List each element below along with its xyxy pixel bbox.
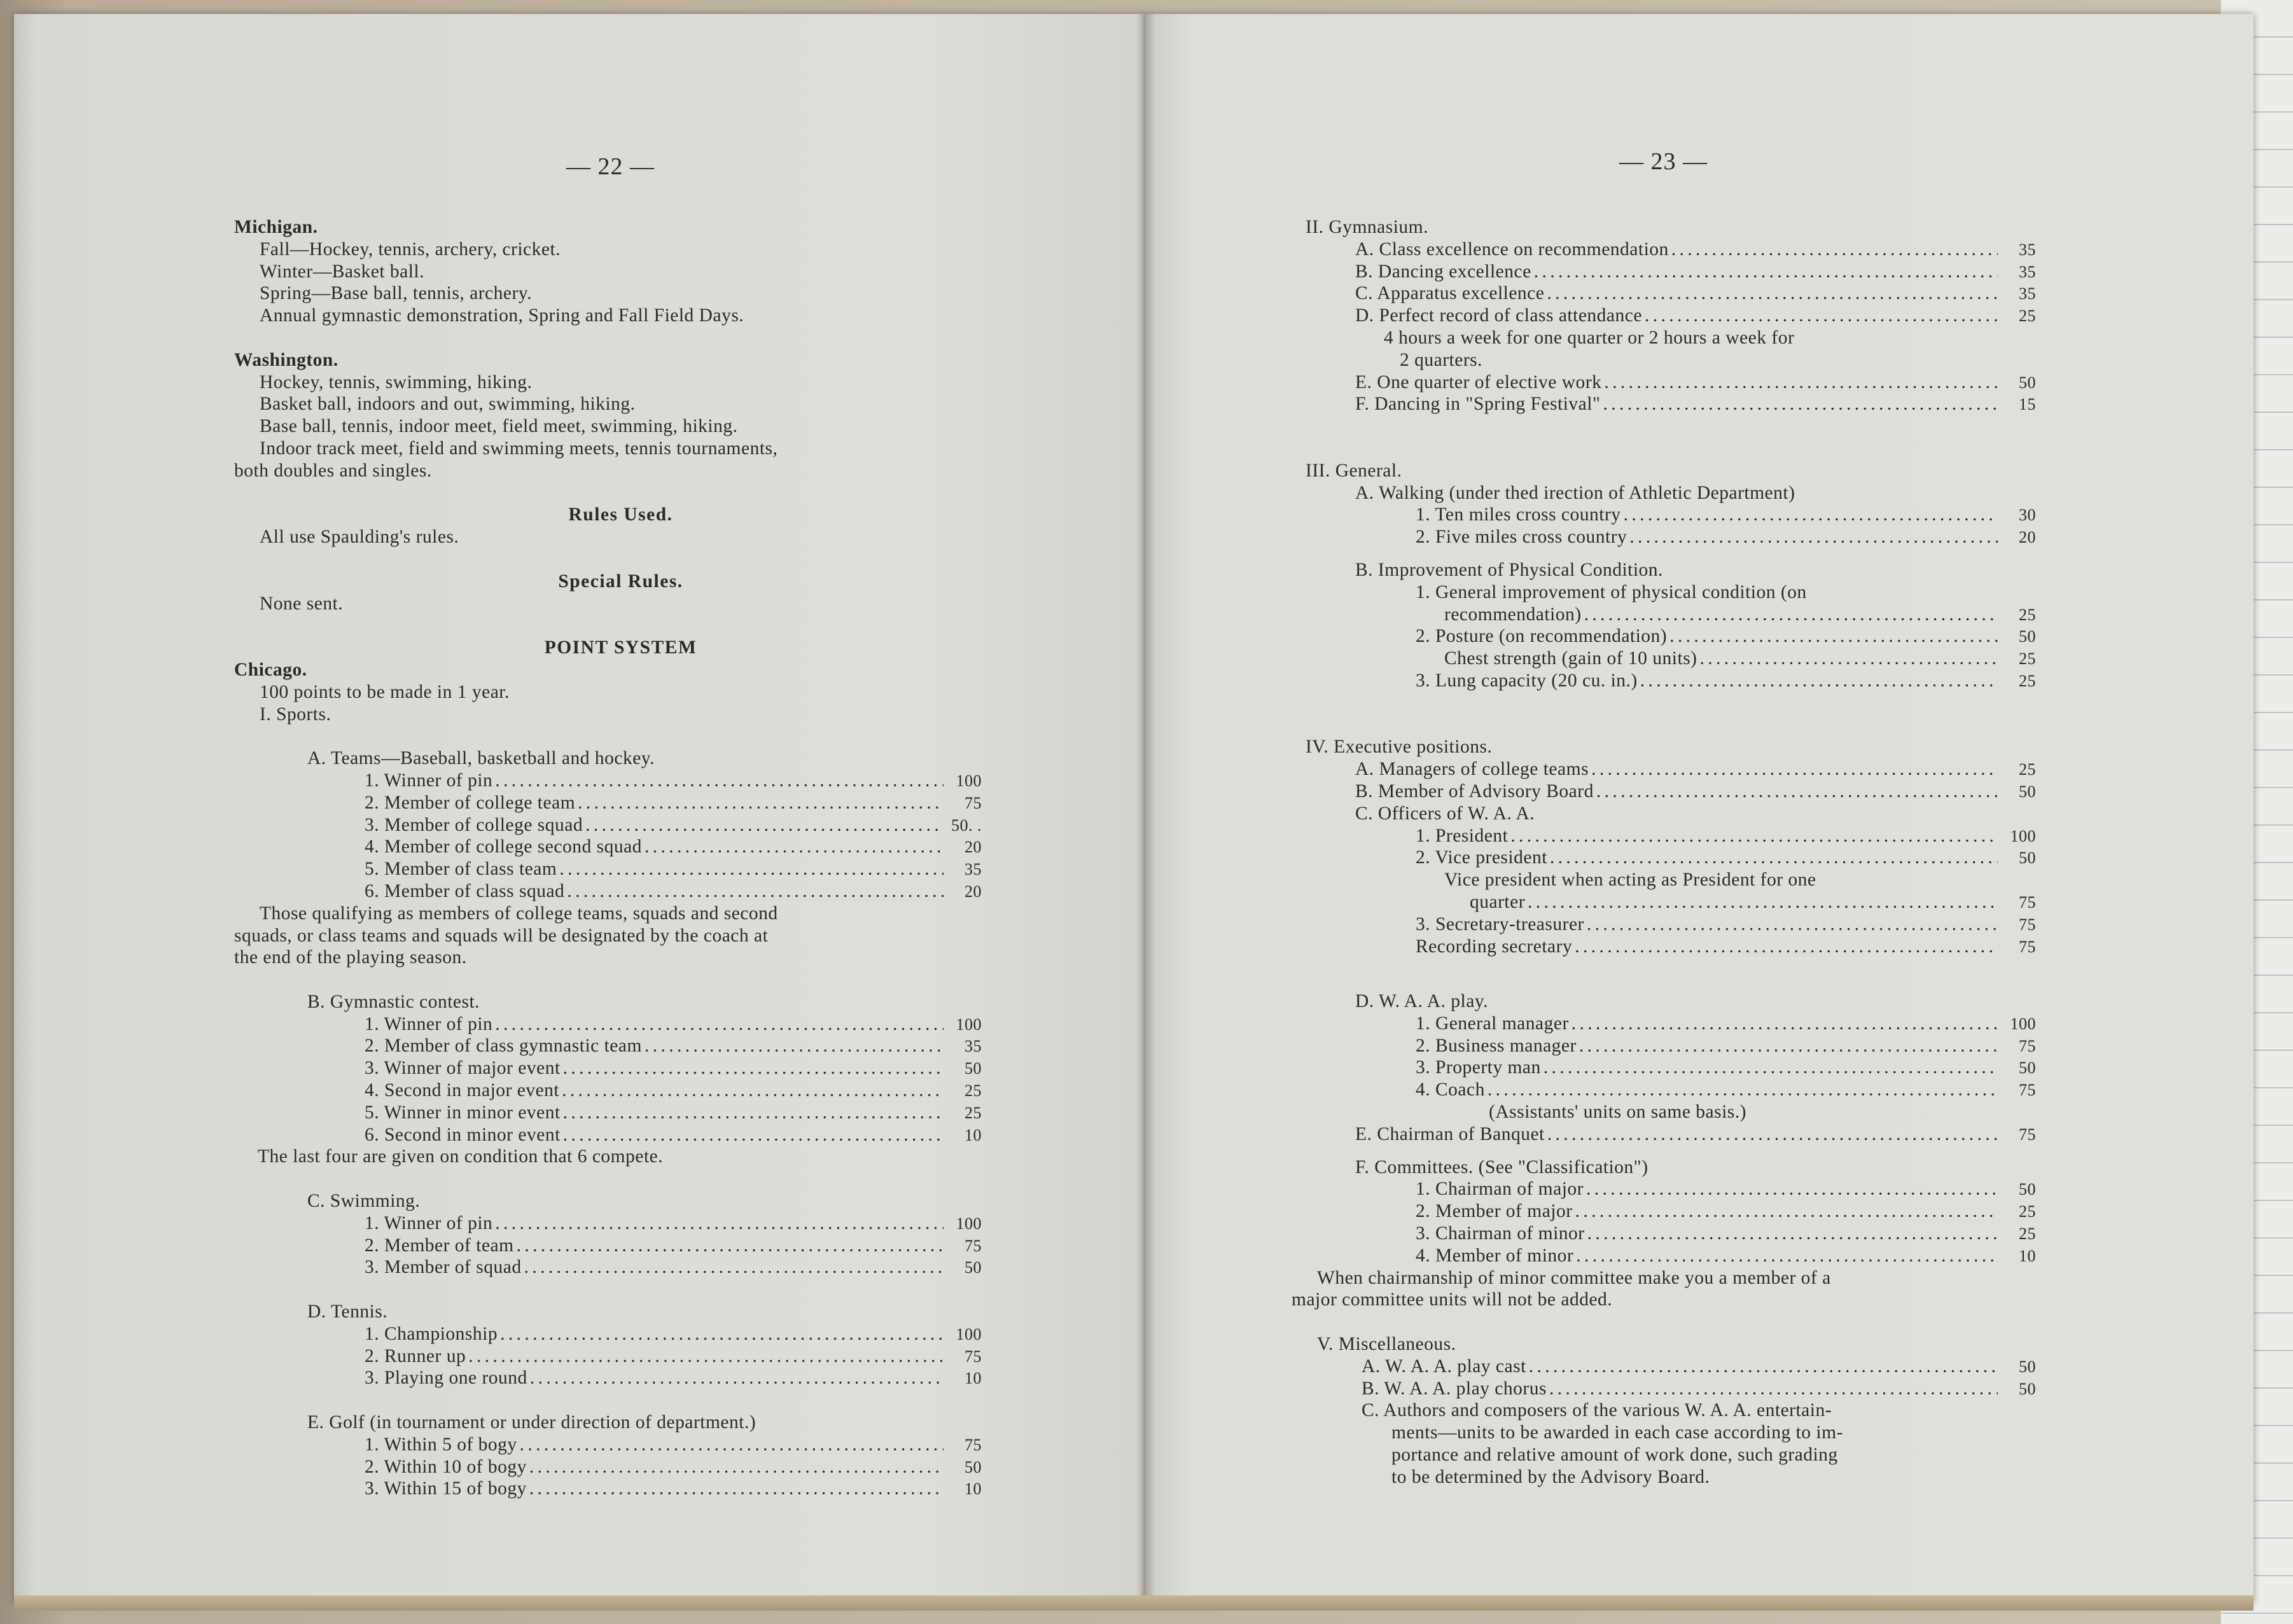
point-entry: 1. President . . . 100: [1416, 825, 2036, 847]
swimming-list: [234, 1212, 1007, 1279]
physical-heading: B. Improvement of Physical Condition.: [1355, 559, 1663, 580]
gymnastic-heading: B. Gymnastic contest.: [307, 991, 480, 1012]
executive-heading: IV. Executive positions.: [1306, 737, 1493, 758]
chicago-heading: Chicago.: [234, 659, 307, 680]
teams-note: squads, or class teams and squads will be designated by the coach at: [234, 925, 769, 946]
point-entry: 3. Playing one round . . . 10: [365, 1367, 982, 1389]
michigan-line: Spring—Base ball, tennis, archery.: [260, 283, 532, 304]
point-entry: A. Managers of college teams . . . 25: [1355, 758, 2036, 781]
committees-list: [1355, 1178, 2036, 1267]
committee-note: major committee units will not be added.: [1292, 1289, 1613, 1310]
authors-line: portance and relative amount of work done, such grading: [1391, 1445, 1838, 1466]
washington-line: Base ball, tennis, indoor meet, field meet, swimming, hiking.: [260, 416, 738, 437]
right-page-number: — 23 —: [1619, 148, 1708, 175]
washington-line: Hockey, tennis, swimming, hiking.: [260, 371, 533, 392]
point-entry: 4. Member of minor . . . 10: [1416, 1245, 2036, 1267]
point-entry: 3. Lung capacity (20 cu. in.) . . . 25: [1416, 670, 2036, 692]
point-entry: 1. General manager . . . 100: [1416, 1013, 2036, 1035]
point-entry: Chest strength (gain of 10 units) . . . 25: [1416, 648, 2036, 670]
michigan-line: Fall—Hockey, tennis, archery, cricket.: [260, 239, 561, 260]
point-entry: A. Class excellence on recommendation . . . 35: [1355, 239, 2036, 261]
physical-line: 1. General improvement of physical condition (on: [1416, 581, 1807, 602]
rules-used-heading: Rules Used.: [568, 504, 673, 525]
point-entry: 1. Within 5 of bogy . . . 75: [365, 1434, 982, 1456]
play-heading: D. W. A. A. play.: [1355, 991, 1489, 1012]
point-entry: 2. Five miles cross country . . . 20: [1416, 526, 2036, 548]
point-entry: A. W. A. A. play cast . . . 50: [1362, 1356, 2036, 1378]
point-entry: 3. Within 15 of bogy . . . 10: [365, 1478, 982, 1500]
play-list: [1355, 1013, 2036, 1123]
physical-list: [1355, 581, 2036, 692]
michigan-line: Winter—Basket ball.: [260, 261, 424, 282]
point-entry: 3. Secretary-treasurer . . . 75: [1416, 913, 2036, 936]
gymnasium-list: [1292, 239, 2061, 415]
gymnastic-list: [234, 1013, 1007, 1146]
rules-used-text: All use Spaulding's rules.: [260, 527, 459, 548]
point-entry: 5. Member of class team . . . 35: [365, 858, 982, 880]
point-entry: quarter . . . 75: [1416, 891, 2036, 913]
left-page-number: — 22 —: [566, 153, 655, 180]
michigan-heading: Michigan.: [234, 217, 318, 237]
swimming-heading: C. Swimming.: [307, 1191, 421, 1212]
tennis-heading: D. Tennis.: [307, 1301, 388, 1322]
authors-line: to be determined by the Advisory Board.: [1391, 1466, 1710, 1487]
point-entry: 1. Winner of pin . . . 100: [365, 1013, 982, 1036]
teams-note: the end of the playing season.: [234, 947, 467, 968]
point-entry: 2. Posture (on recommendation) . . . 50: [1416, 625, 2036, 648]
point-entry: 2. Within 10 of bogy . . . 50: [365, 1456, 982, 1478]
point-entry: 6. Member of class squad . . . 20: [365, 880, 982, 903]
point-entry: B. Dancing excellence . . . 35: [1355, 261, 2036, 283]
attendance-note: 2 quarters.: [1400, 349, 1483, 370]
point-entry: 1. Winner of pin . . . 100: [365, 1212, 982, 1235]
vp-note: Vice president when acting as President for one: [1444, 870, 1816, 891]
point-entry: B. Member of Advisory Board . . . 50: [1355, 781, 2036, 803]
point-entry: 3. Property man . . . 50: [1416, 1057, 2036, 1079]
misc-list: [1292, 1356, 2061, 1489]
point-entry: 2. Member of major . . . 25: [1416, 1200, 2036, 1223]
golf-list: [234, 1434, 1007, 1500]
point-entry: 3. Chairman of minor . . . 25: [1416, 1223, 2036, 1245]
point-entry: recommendation) . . . 25: [1416, 604, 2036, 626]
point-entry: 6. Second in minor event . . . 10: [365, 1124, 982, 1146]
point-entry: 3. Member of squad . . . 50: [365, 1256, 982, 1279]
special-rules-text: None sent.: [260, 593, 344, 614]
point-entry: 2. Member of college team . . . 75: [365, 792, 982, 814]
washington-line: Basket ball, indoors and out, swimming, hiking.: [260, 394, 636, 415]
officers-heading: C. Officers of W. A. A.: [1355, 803, 1535, 824]
michigan-line: Annual gymnastic demonstration, Spring and Fall Field Days.: [260, 305, 744, 326]
point-system-heading: POINT SYSTEM: [544, 637, 697, 658]
teams-list: [234, 770, 1007, 903]
sports-heading: I. Sports.: [260, 704, 331, 725]
point-entry: Recording secretary . . . 75: [1416, 936, 2036, 958]
point-entry: 2. Business manager . . . 75: [1416, 1035, 2036, 1057]
authors-line: ments—units to be awarded in each case according to im-: [1391, 1422, 1843, 1443]
book-gutter: [1136, 14, 1155, 1603]
washington-heading: Washington.: [234, 349, 338, 370]
assistants-note: (Assistants' units on same basis.): [1489, 1102, 1746, 1123]
teams-heading: A. Teams—Baseball, basketball and hockey.: [307, 748, 655, 769]
point-entry: E. Chairman of Banquet . . . 75: [1355, 1123, 2036, 1146]
attendance-note: 4 hours a week for one quarter or 2 hours a week for: [1384, 327, 1795, 348]
misc-heading: V. Miscellaneous.: [1317, 1334, 1456, 1355]
point-entry: 2. Member of team . . . 75: [365, 1235, 982, 1257]
point-entry: E. One quarter of elective work . . . 50: [1355, 371, 2036, 394]
point-entry: 1. Ten miles cross country . . . 30: [1416, 504, 2036, 526]
point-entry: 4. Coach . . . 75: [1416, 1079, 2036, 1101]
left-page-text: [234, 216, 1007, 1500]
point-entry: 1. Championship . . . 100: [365, 1323, 982, 1345]
washington-line: both doubles and singles.: [234, 460, 432, 481]
general-heading: III. General.: [1306, 460, 1402, 481]
point-entry: 1. Chairman of major . . . 50: [1416, 1178, 2036, 1200]
page-bottom-edge: [14, 1595, 2254, 1611]
point-entry: 2. Member of class gymnastic team . . . 35: [365, 1035, 982, 1057]
officers-list: [1355, 825, 2036, 958]
golf-heading: E. Golf (in tournament or under direction of department.): [307, 1412, 756, 1433]
point-entry: 5. Winner in minor event . . . 25: [365, 1102, 982, 1124]
walking-heading: A. Walking (under thed irection of Athletic Department): [1355, 482, 1795, 503]
point-entry: 1. Winner of pin . . . 100: [365, 770, 982, 792]
point-entry: 2. Runner up . . . 75: [365, 1345, 982, 1368]
point-entry: 3. Winner of major event . . . 50: [365, 1057, 982, 1079]
gymnasium-heading: II. Gymnasium.: [1306, 217, 1428, 237]
tennis-list: [234, 1323, 1007, 1389]
point-entry: D. Perfect record of class attendance . . . 25: [1355, 305, 2036, 327]
point-entry: 2. Vice president . . . 50: [1416, 847, 2036, 869]
authors-line: C. Authors and composers of the various W. A. A. entertain-: [1362, 1400, 1832, 1421]
gymnastic-note: The last four are given on condition that 6 compete.: [258, 1146, 664, 1167]
walking-list: [1355, 504, 2036, 548]
teams-note: Those qualifying as members of college teams, squads and second: [260, 903, 778, 924]
committees-heading: F. Committees. (See "Classification"): [1355, 1156, 1648, 1177]
special-rules-heading: Special Rules.: [558, 571, 683, 592]
point-entry: 3. Member of college squad . . . 50. .: [365, 814, 982, 836]
point-entry: C. Apparatus excellence . . . 35: [1355, 282, 2036, 305]
point-entry: 4. Member of college second squad . . . 20: [365, 836, 982, 858]
points-line: 100 points to be made in 1 year.: [260, 681, 510, 702]
general-list: [1292, 482, 2061, 692]
washington-line: Indoor track meet, field and swimming meets, tennis tournaments,: [260, 438, 778, 459]
point-entry: F. Dancing in "Spring Festival" . . . 15: [1355, 393, 2036, 415]
point-entry: B. W. A. A. play chorus . . . 50: [1362, 1378, 2036, 1400]
executive-list: [1292, 758, 2061, 1267]
committee-note: When chairmanship of minor committee make you a member of a: [1317, 1267, 1831, 1288]
point-entry: 4. Second in major event . . . 25: [365, 1079, 982, 1102]
right-page-text: [1292, 216, 2061, 1489]
